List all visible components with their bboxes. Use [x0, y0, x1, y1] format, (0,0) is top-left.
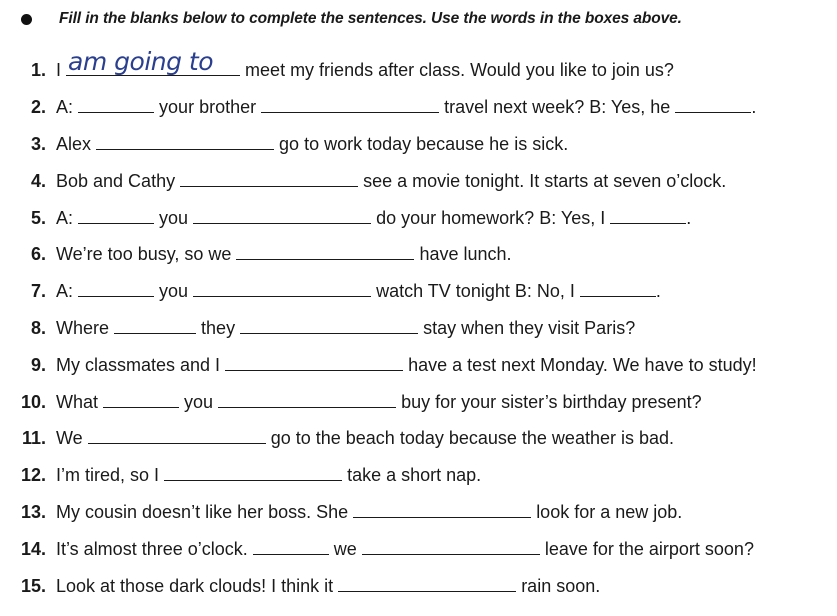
text-segment: meet my friends after class. Would you like to join us?	[245, 60, 674, 80]
text-segment: stay when they visit Paris?	[423, 318, 636, 338]
text-segment: buy for your sister’s birthday present?	[401, 392, 702, 412]
answer-blank[interactable]	[253, 536, 329, 555]
text-segment: Alex	[56, 134, 92, 154]
answer-blank[interactable]	[193, 205, 371, 224]
sentence-number: 9.	[30, 355, 46, 375]
text-segment: Bob and Cathy	[56, 171, 176, 191]
answer-blank[interactable]	[164, 462, 342, 481]
text-segment: .	[686, 208, 692, 228]
text-segment: My classmates and I	[56, 355, 221, 375]
text-segment: My cousin doesn’t like her boss. She	[56, 502, 349, 522]
answer-blank[interactable]	[78, 205, 154, 224]
text-segment: I	[56, 60, 62, 80]
answer-blank[interactable]	[96, 131, 274, 150]
sentence-number: 8.	[30, 318, 46, 338]
text-segment: leave for the airport soon?	[544, 539, 754, 559]
sentence-number: 2.	[30, 97, 46, 117]
answer-blank[interactable]	[193, 278, 371, 297]
sentence-text	[56, 241, 512, 267]
bullet-icon	[21, 14, 32, 25]
sentence-text	[56, 573, 600, 599]
sentence-number: 13.	[20, 502, 46, 522]
text-segment: you	[184, 392, 214, 412]
text-segment: take a short nap.	[347, 465, 482, 485]
sentence-number: 7.	[30, 281, 46, 301]
sentence-text	[56, 168, 726, 194]
answer-blank[interactable]	[88, 425, 266, 444]
answer-blank[interactable]	[78, 94, 154, 113]
sentence-text	[56, 352, 757, 378]
sentence-text	[56, 205, 691, 231]
text-segment: Look at those dark clouds! I think it	[56, 576, 334, 596]
sentence-number: 10.	[20, 392, 46, 412]
text-segment: I’m tired, so I	[56, 465, 160, 485]
text-segment: see a movie tonight. It starts at seven o’clock.	[363, 171, 727, 191]
text-segment: travel next week? B: Yes, he	[444, 97, 671, 117]
answer-blank[interactable]	[261, 94, 439, 113]
handwritten-answer: am going to	[68, 47, 214, 76]
answer-blank[interactable]	[225, 352, 403, 371]
instruction-row	[12, 8, 682, 30]
text-segment: you	[159, 281, 189, 301]
text-segment: go to work today because he is sick.	[279, 134, 569, 154]
text-segment: It’s almost three o’clock.	[56, 539, 248, 559]
answer-blank[interactable]	[180, 168, 358, 187]
sentence-number: 15.	[20, 576, 46, 596]
answer-blank[interactable]	[580, 278, 656, 297]
answer-blank[interactable]	[353, 499, 531, 518]
sentence-number: 6.	[30, 244, 46, 264]
text-segment: your brother	[159, 97, 257, 117]
sentence-number: 1.	[30, 60, 46, 80]
text-segment: Where	[56, 318, 110, 338]
sentence-text	[56, 94, 756, 120]
text-segment: We	[56, 428, 83, 448]
text-segment: go to the beach today because the weather is bad.	[270, 428, 675, 448]
text-segment: What	[56, 392, 99, 412]
instruction-text: Fill in the blanks below to complete the sentences. Use the words in the boxes above.	[59, 10, 682, 27]
answer-blank[interactable]	[78, 278, 154, 297]
answer-blank[interactable]	[66, 47, 240, 76]
text-segment: have a test next Monday. We have to study!	[408, 355, 757, 375]
sentence-number: 14.	[20, 539, 46, 559]
answer-blank[interactable]	[610, 205, 686, 224]
sentence-text	[56, 47, 674, 83]
answer-blank[interactable]	[240, 315, 418, 334]
text-segment: they	[201, 318, 236, 338]
answer-blank[interactable]	[675, 94, 751, 113]
sentence-text	[56, 315, 635, 341]
sentence-text	[56, 536, 754, 562]
text-segment: we	[333, 539, 357, 559]
text-segment: have lunch.	[419, 244, 512, 264]
sentence-number: 11.	[21, 428, 46, 448]
text-segment: do your homework? B: Yes, I	[376, 208, 606, 228]
text-segment: you	[159, 208, 189, 228]
text-segment: .	[655, 281, 661, 301]
answer-blank[interactable]	[114, 315, 196, 334]
answer-blank[interactable]	[218, 389, 396, 408]
answer-blank[interactable]	[362, 536, 540, 555]
sentence-number: 4.	[30, 171, 46, 191]
sentence-text	[56, 278, 661, 304]
sentence-text	[56, 425, 674, 451]
text-segment: A:	[56, 208, 74, 228]
sentence-text	[56, 131, 568, 157]
answer-blank[interactable]	[338, 573, 516, 592]
text-segment: A:	[56, 281, 74, 301]
text-segment: .	[751, 97, 757, 117]
sentence-number: 3.	[30, 134, 46, 154]
text-segment: look for a new job.	[536, 502, 683, 522]
sentence-text	[56, 499, 682, 525]
text-segment: A:	[56, 97, 74, 117]
text-segment: We’re too busy, so we	[56, 244, 232, 264]
text-segment: watch TV tonight B: No, I	[376, 281, 575, 301]
sentence-text	[56, 389, 702, 415]
answer-blank[interactable]	[103, 389, 179, 408]
sentence-text	[56, 462, 481, 488]
answer-blank[interactable]	[236, 241, 414, 260]
text-segment: rain soon.	[521, 576, 601, 596]
sentence-number: 12.	[20, 465, 46, 485]
sentence-number: 5.	[30, 208, 46, 228]
